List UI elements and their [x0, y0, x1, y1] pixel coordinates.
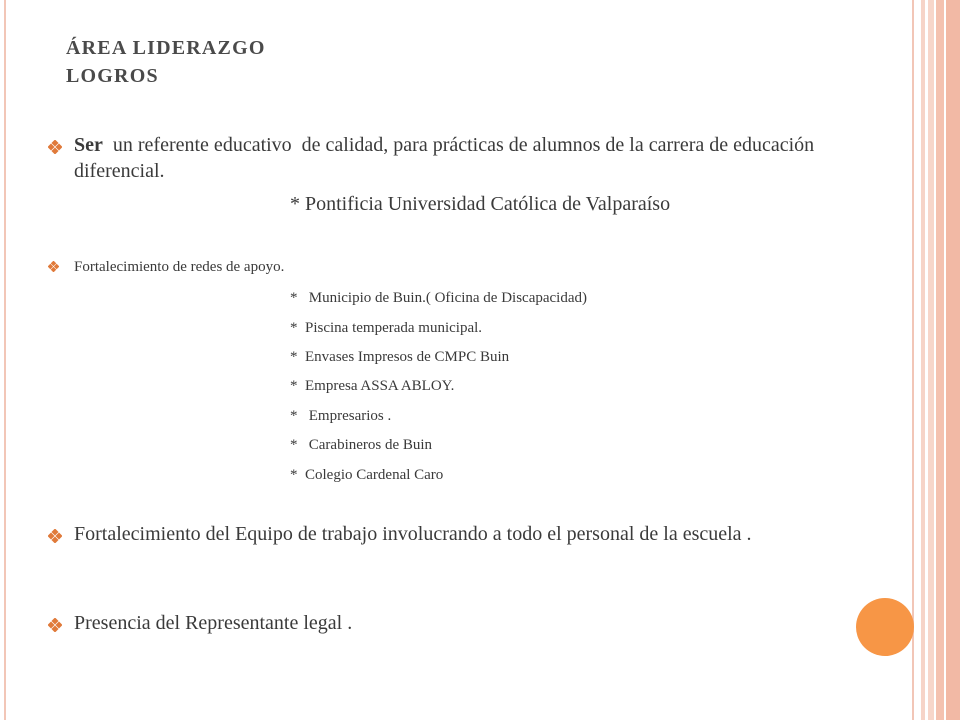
support-network-item: * Empresa ASSA ABLOY. [290, 378, 455, 394]
title-line-2: LOGROS [66, 65, 159, 87]
bullet-rest-text: un referente educativo de calidad, para prácticas de alumnos de la carrera de educación diferencial. [74, 134, 820, 182]
stripe [936, 0, 944, 720]
bullet-bold-word: Ser [74, 134, 103, 156]
support-network-item: * Piscina temperada municipal. [290, 320, 483, 336]
orange-circle-decoration [856, 598, 914, 656]
stripe [946, 0, 960, 720]
bullet-text: Fortalecimiento del Equipo de trabajo involucrando a todo el personal de la escuela . [74, 523, 752, 545]
left-border-line [4, 0, 6, 720]
diamond-bullet-icon [48, 618, 62, 632]
stripe [914, 0, 921, 720]
support-network-item: * Colegio Cardenal Caro [290, 467, 444, 483]
bullet-text: Fortalecimiento de redes de apoyo. [74, 259, 285, 275]
support-network-item: * Envases Impresos de CMPC Buin [290, 349, 510, 365]
diamond-bullet-icon [48, 140, 62, 154]
support-network-item: * Municipio de Buin.( Oficina de Discapacidad) [290, 290, 587, 306]
right-decorative-stripes [912, 0, 960, 720]
bullet-text [74, 132, 864, 184]
title-line-1: ÁREA LIDERAZGO [66, 37, 266, 59]
diamond-bullet-icon [48, 529, 62, 543]
support-network-item: * Empresarios . [290, 408, 392, 424]
diamond-bullet-icon [48, 261, 59, 272]
bullet-1-sub-line: * Pontificia Universidad Católica de Valparaíso [290, 193, 671, 215]
support-network-item: * Carabineros de Buin [290, 437, 433, 453]
slide-title [66, 34, 266, 90]
bullet-text: Presencia del Representante legal . [74, 612, 353, 634]
